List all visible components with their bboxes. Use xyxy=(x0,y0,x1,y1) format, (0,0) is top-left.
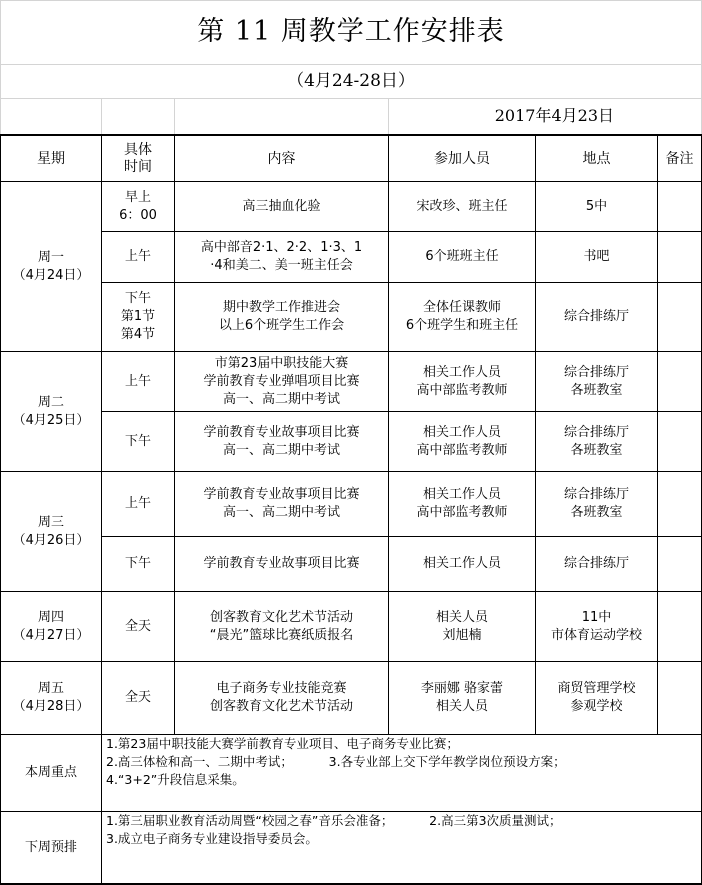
participants-cell: 相关工作人员 高中部监考教师 xyxy=(416,364,508,398)
location-cell: 商贸管理学校 参观学校 xyxy=(557,681,636,714)
location-cell: 11中 市体育运动学校 xyxy=(550,609,642,643)
day-cell-wednesday: 周三 （4月26日） xyxy=(12,514,90,548)
header-remarks: 备注 xyxy=(665,150,694,167)
content-cell: 期中教学工作推进会 以上6个班学生工作会 xyxy=(218,300,345,333)
content-cell: 创客教育文化艺术节活动 “晨光”篮球比赛纸质报名 xyxy=(209,609,354,643)
header-content: 内容 xyxy=(267,150,296,167)
next-week-label: 下周预排 xyxy=(24,839,77,855)
participants-cell: 李丽娜 骆家蕾 相关人员 xyxy=(420,681,504,714)
day-cell-friday: 周五 （4月28日） xyxy=(12,681,90,714)
content-cell: 学前教育专业故事项目比赛 高一、高二期中考试 xyxy=(203,424,360,458)
location-cell: 综合排练厅 xyxy=(563,309,629,324)
date-range-subtitle: （4月24-28日） xyxy=(287,71,415,91)
location-cell: 综合排练厅 各班教室 xyxy=(563,487,629,520)
location-cell: 综合排练厅 xyxy=(563,556,629,571)
time-cell: 全天 xyxy=(124,690,151,705)
content-cell: 学前教育专业故事项目比赛 xyxy=(203,556,360,571)
time-cell: 下午 xyxy=(124,433,151,449)
participants-cell: 相关工作人员 xyxy=(422,556,501,571)
participants-cell: 相关工作人员 高中部监考教师 xyxy=(416,424,508,458)
focus-notes: 1.第23届中职技能大赛学前教育专业项目、电子商务专业比赛； 2.高三体检和高一、二期中考试； 3.各专业部上交下学年教学岗位预设方案； 4.“3+2”升段信息采集。 xyxy=(106,736,566,787)
time-cell: 下午 xyxy=(124,556,151,571)
day-cell-monday: 周一 （4月24日） xyxy=(12,249,90,283)
page-title: 第 11 周教学工作安排表 xyxy=(197,16,505,47)
time-cell: 上午 xyxy=(124,373,151,389)
participants-cell: 相关人员 刘旭楠 xyxy=(435,609,488,643)
header-day: 星期 xyxy=(37,150,65,167)
content-cell: 高三抽血化验 xyxy=(242,198,321,214)
issue-date: 2017年4月23日 xyxy=(494,106,614,125)
time-cell: 下午 第1节 第4节 xyxy=(120,291,156,342)
next-week-notes: 1.第三届职业教育活动周暨“校园之春”音乐会准备； 2.高三第3次质量测试； 3.成立电子商务专业建设指导委员会。 xyxy=(106,813,562,846)
time-cell: 全天 xyxy=(124,618,151,634)
header-time: 具体 时间 xyxy=(124,141,152,175)
location-cell: 书吧 xyxy=(583,249,610,264)
participants-cell: 全体任课教师 6个班学生和班主任 xyxy=(405,300,519,333)
participants-cell: 相关工作人员 高中部监考教师 xyxy=(416,487,508,520)
day-cell-tuesday: 周二 （4月25日） xyxy=(12,394,90,428)
content-cell: 学前教育专业故事项目比赛 高一、高二期中考试 xyxy=(203,487,360,520)
header-participants: 参加人员 xyxy=(434,150,490,167)
participants-cell: 6个班班主任 xyxy=(425,249,499,264)
content-cell: 市第23届中职技能大赛 学前教育专业弹唱项目比赛 高一、高二期中考试 xyxy=(203,355,360,407)
participants-cell: 宋改珍、班主任 xyxy=(416,198,508,214)
time-cell: 上午 xyxy=(124,249,151,264)
day-cell-thursday: 周四 （4月27日） xyxy=(12,609,90,643)
location-cell: 综合排练厅 各班教室 xyxy=(563,424,629,458)
time-cell: 上午 xyxy=(124,496,151,511)
focus-label: 本周重点 xyxy=(24,765,77,780)
content-cell: 高中部音2·1、2·2、1·3、1 ·4和美二、美一班主任会 xyxy=(200,240,363,273)
time-cell: 早上 6：00 xyxy=(119,189,157,223)
location-cell: 综合排练厅 各班教室 xyxy=(563,364,629,398)
location-cell: 5中 xyxy=(585,198,608,214)
content-cell: 电子商务专业技能竞赛 创客教育文化艺术节活动 xyxy=(209,681,353,714)
header-location: 地点 xyxy=(582,150,611,167)
